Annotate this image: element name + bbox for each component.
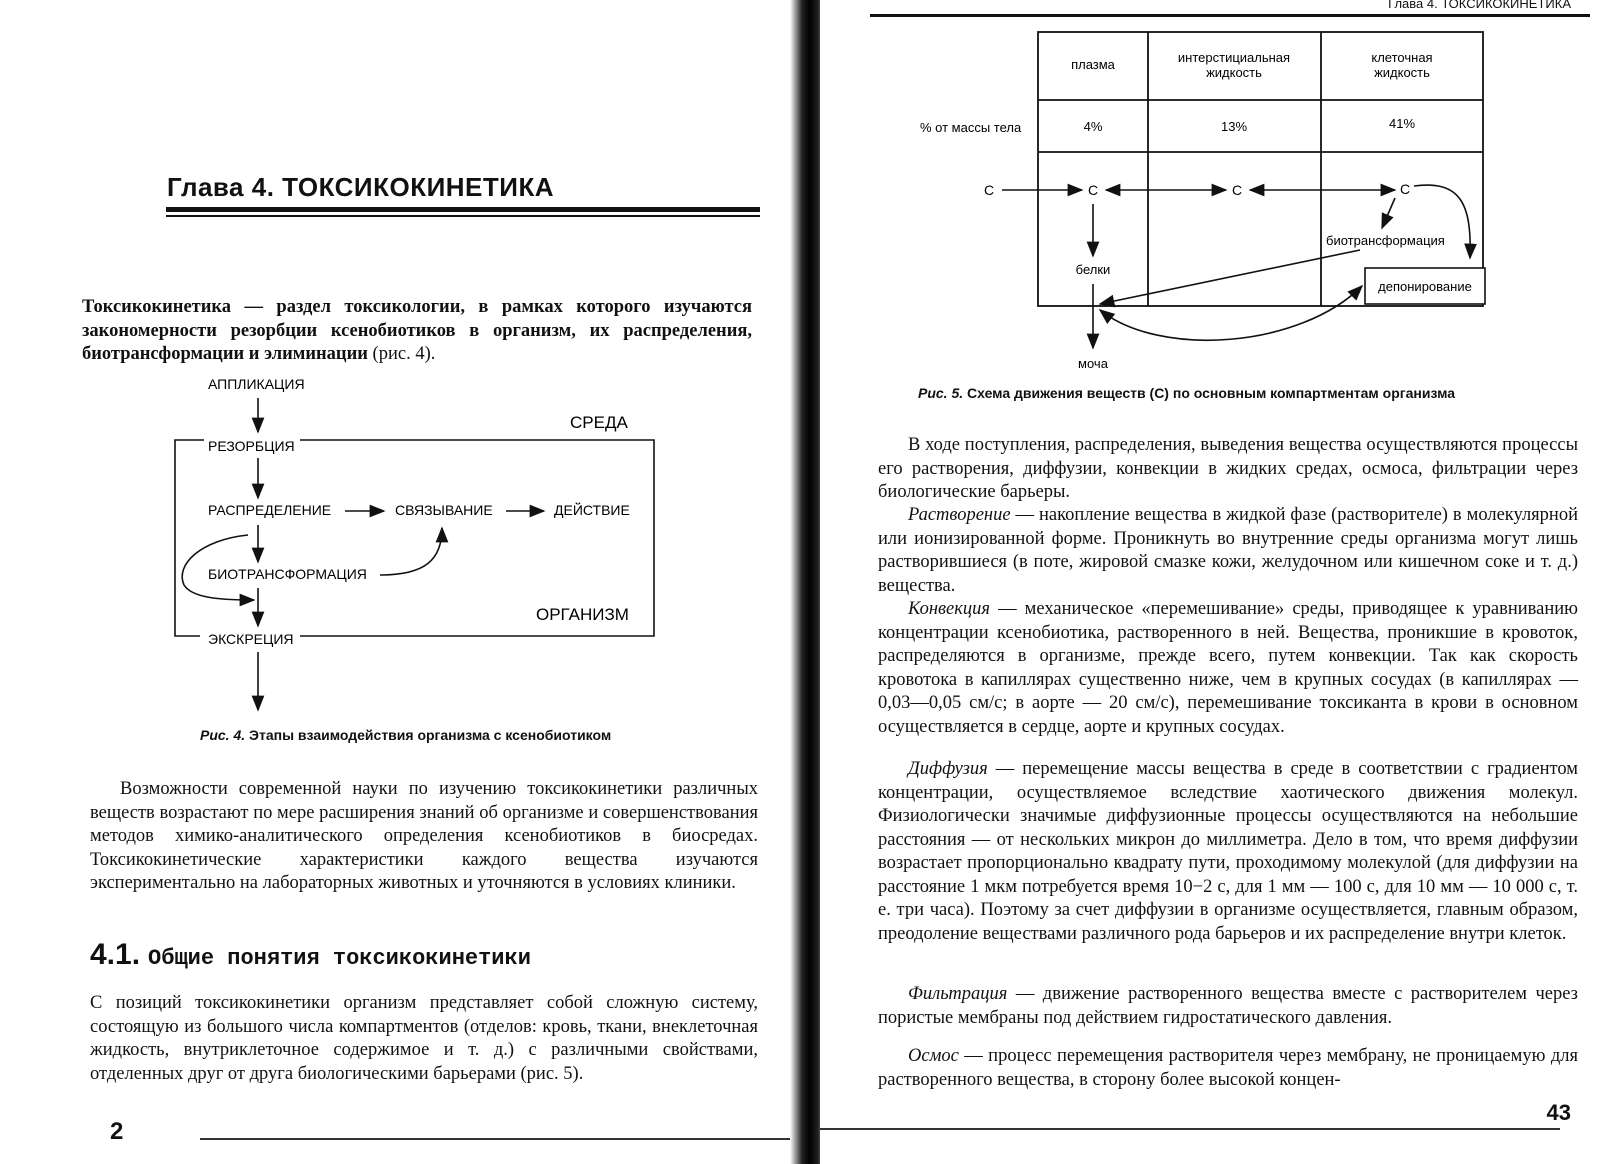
section-heading (90, 938, 531, 972)
section-title: Общие понятия токсикокинетики (148, 946, 531, 971)
fig5-row-label: % от массы тела (920, 120, 1022, 135)
term-filtration: Фильтрация (908, 984, 1008, 1004)
paragraph-convection (878, 598, 1578, 739)
bottom-rule-right (820, 1128, 1560, 1130)
right-page-number: 43 (1546, 1100, 1571, 1125)
term-diffusion: Диффузия (908, 759, 988, 779)
figure-5-diagram (900, 28, 1500, 378)
fig4-label-biotransformation: БИОТРАНСФОРМАЦИЯ (208, 566, 367, 582)
term-osmosis: Осмос (908, 1046, 959, 1066)
paragraph-processes: В ходе поступления, распределения, выведения вещества осуществляются процессы его растворения, диффузии, конвекции в жидких средах, осмоса, фильтрации через биологические барьеры. (878, 435, 1578, 502)
left-page (0, 0, 800, 1164)
term-dissolution: Растворение (908, 505, 1011, 525)
fig5-substance-cellular: С (1400, 181, 1411, 197)
definition-filtration: — движение растворенного вещества вместе с растворителем через пористые мембраны под действием гидростатического давления. (878, 984, 1578, 1028)
left-page-number: 2 (110, 1118, 124, 1145)
fig5-proteins: белки (1075, 262, 1111, 277)
figure-5-caption-prefix: Рис. 5. (918, 385, 964, 401)
fig4-label-excretion: ЭКСКРЕЦИЯ (208, 631, 294, 647)
definition-convection: — механическое «перемешивание» среды, приводящее к уравниванию концентрации ксенобиотика, растворенного в ней. Вещества, проникшие в кровоток, распределяются в организме, прежде всего, путем конвекции. Так как скорость кровотока в капиллярах существенно ниже, чем в крупных сосудах (в капиллярах — 0,03—0,05 см/с; в аорте — 20 см/с), перемешивание токсиканта в крови в основном осуществляется в сердце, аорте и крупных сосудах. (878, 599, 1578, 737)
title-rule-thick (166, 207, 760, 212)
paragraph-filtration (878, 983, 1578, 1030)
fig5-pct-plasma: 4% (1083, 119, 1103, 134)
paragraph-compartments: С позиций токсикокинетики организм представляет собой сложную систему, состоящую из большого числа компартментов (отделов: кровь, ткани, внеклеточная жидкость, внутриклеточное содержимое и т. д.) с различными свойствами, отделенных друг от друга биологическими барьерами (рис. 5). (90, 993, 758, 1084)
fig4-label-action: ДЕЙСТВИЕ (554, 502, 630, 518)
fig5-col-plasma: плазма (1071, 57, 1115, 72)
fig4-label-distribution: РАСПРЕДЕЛЕНИЕ (208, 502, 332, 518)
figure-5-caption (918, 385, 1455, 401)
fig5-substance-interstitial: С (1232, 182, 1243, 198)
figure-4-caption-text: Этапы взаимодействия организма с ксенобиотиком (245, 727, 612, 743)
bottom-rule-left (200, 1138, 800, 1140)
fig4-label-application: АППЛИКАЦИЯ (208, 376, 305, 392)
fig5-substance-plasma: С (1088, 182, 1099, 198)
paragraph-osmosis (878, 1045, 1578, 1092)
fig4-label-binding: СВЯЗЫВАНИЕ (395, 502, 493, 518)
fig4-label-resorption: РЕЗОРБЦИЯ (208, 438, 295, 454)
fig5-col-interstitial: интерстициальная жидкость (1177, 50, 1291, 80)
fig4-label-organism: ОРГАНИЗМ (536, 605, 629, 624)
intro-paragraph (82, 296, 752, 367)
running-head-rule (870, 14, 1590, 17)
fig5-deposition: депонирование (1378, 279, 1472, 294)
chapter-title: Глава 4. ТОКСИКОКИНЕТИКА (167, 172, 555, 202)
figure-4-caption-prefix: Рис. 4. (200, 727, 246, 743)
figure-5-caption-text: Схема движения веществ (С) по основным компартментам организма (963, 385, 1456, 401)
fig5-col-cellular: клеточная жидкость (1371, 50, 1433, 80)
running-head: Глава 4. ТОКСИКОКИНЕТИКА (1388, 0, 1571, 11)
fig5-pct-interstitial: 13% (1220, 119, 1248, 134)
term-convection: Конвекция (908, 599, 991, 619)
figure-4-diagram (170, 370, 670, 720)
fig4-label-environment: СРЕДА (570, 413, 628, 432)
paragraph-dissolution (878, 504, 1578, 598)
fig5-pct-cellular: 41% (1388, 116, 1416, 131)
definition-osmosis: — процесс перемещения растворителя через мембрану, не проницаемую для растворенного вещества, в сторону более высокой концен- (878, 1046, 1578, 1090)
paragraph-possibilities: Возможности современной науки по изучению токсикокинетики различных веществ возрастают по мере расширения знаний об организме и совершенствования методов химико-аналитического определения ксенобиотиков в биосредах. Токсикокинетические характеристики каждого вещества изучаются экспериментально на лабораторных животных и уточняются в условиях клиники. (90, 779, 758, 893)
intro-definition: Токсикокинетика — раздел токсикологии, в рамках которого изучаются закономерности резорбции ксенобиотиков в организм, их распределения, биотрансформации и элиминации (82, 297, 752, 364)
definition-diffusion: — перемещение массы вещества в среде в соответствии с градиентом концентрации, осуществляемое вследствие хаотического движения молекул. Физиологически значимые диффузионные процессы осуществляются на небольшие расстояния — от нескольких микрон до миллиметра. Дело в том, что время диффузии возрастает пропорционально квадрату пути, проходимому молекулой (для диффузии на расстояние 1 мкм потребуется время 10−2 с, для 1 мм — 100 с, для 10 мм — 10 000 с, т. е. три часа). Поэтому за счет диффузии в организме осуществляется, главным образом, преодоление веществами различного рода барьеров и их распределение внутри клеток. (878, 759, 1578, 944)
figure-4-caption (200, 727, 611, 743)
section-number: 4.1. (90, 938, 141, 971)
fig5-biotransformation: биотрансформация (1326, 233, 1445, 248)
intro-reference: (рис. 4). (367, 344, 436, 364)
definition-dissolution: — накопление вещества в жидкой фазе (растворителе) в молекулярной или ионизированной форме. Проникнуть во внутренние среды организма могут лишь растворившиеся (в поте, жировой смазке кожи, желудочном или кишечном соке и т. д.) вещества. (878, 505, 1578, 596)
fig5-substance-outside: С (984, 182, 995, 198)
title-rule-thin (166, 215, 760, 217)
paragraph-diffusion (878, 758, 1578, 946)
fig5-urine: моча (1078, 356, 1108, 371)
right-page (820, 0, 1601, 1164)
